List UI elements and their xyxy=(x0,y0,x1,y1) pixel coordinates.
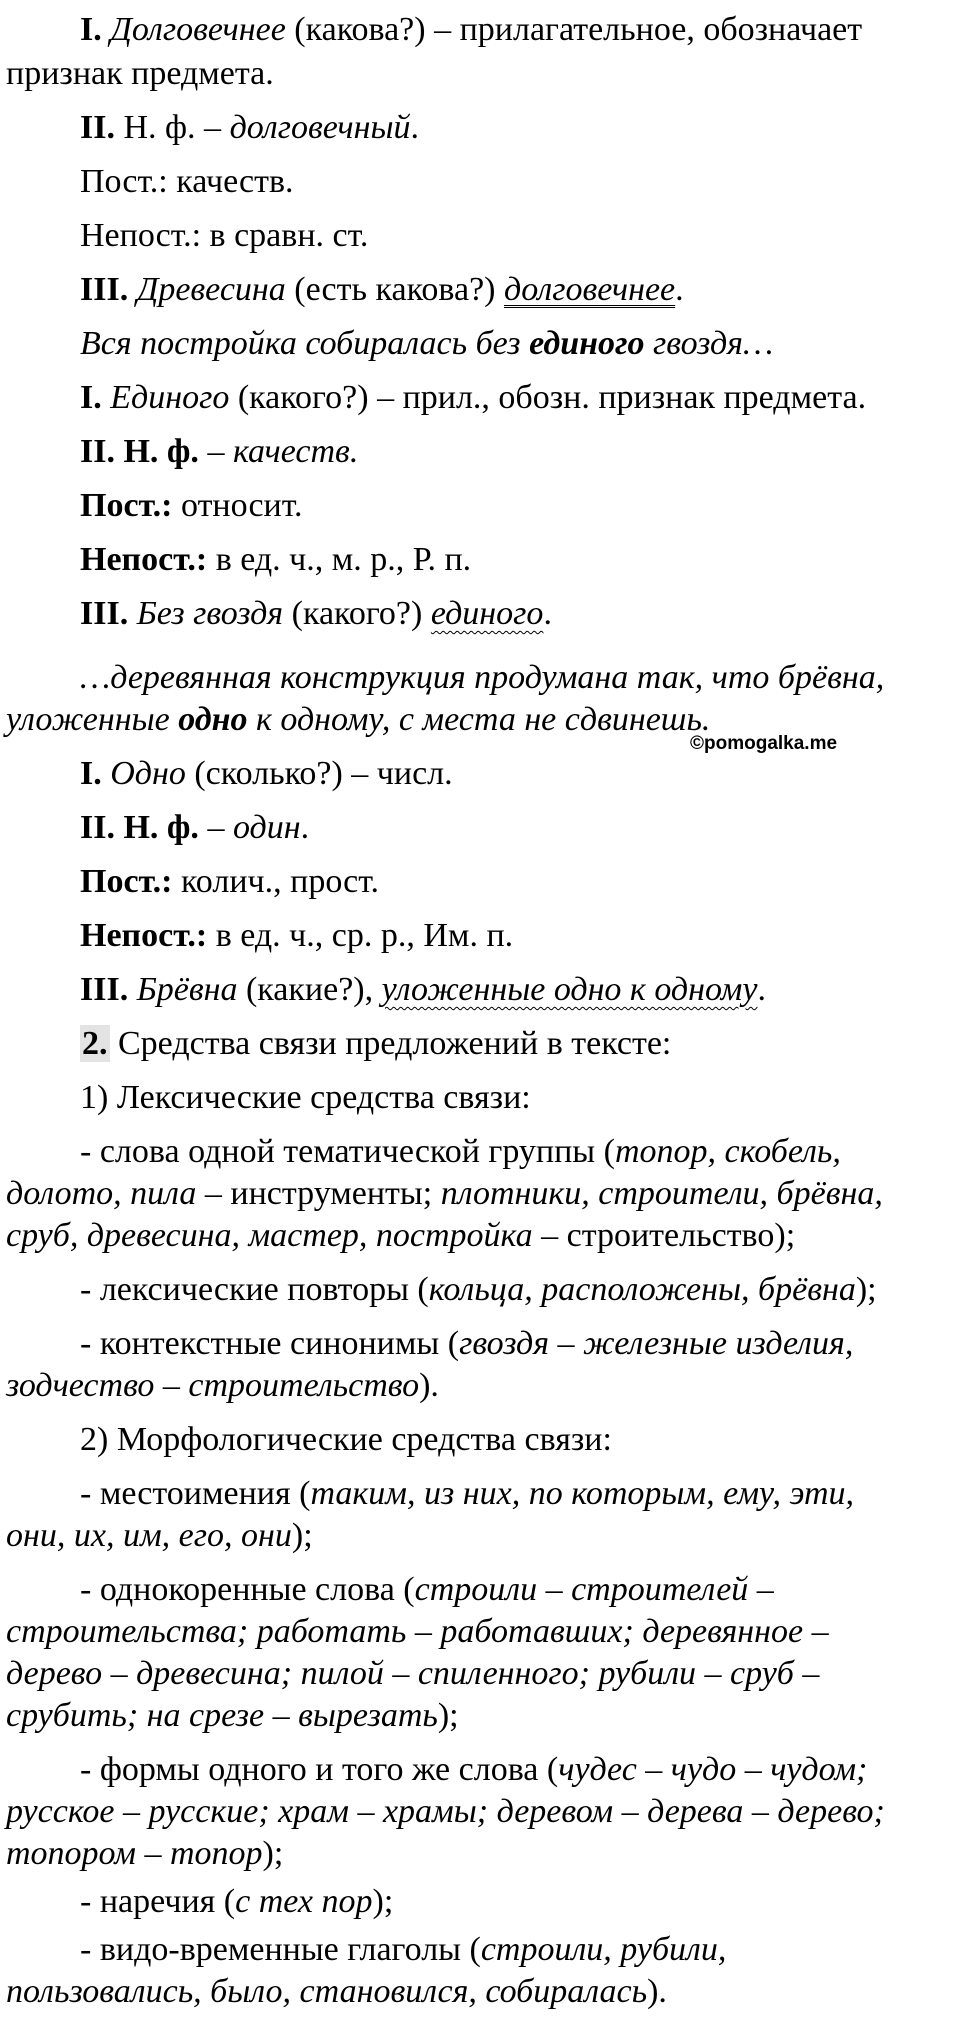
paragraph-line: III. Без гвоздя (какого?) единого. xyxy=(80,595,552,632)
example-sentence: уложенные одно к одному, с места не сдвинешь. xyxy=(6,701,711,738)
paragraph-line: II. Н. ф. – один. xyxy=(80,809,310,846)
paragraph-line: Пост.: качеств. xyxy=(80,163,294,200)
list-item-continuation: топором – топор); xyxy=(6,1835,284,1872)
paragraph-line: Пост.: колич., прост. xyxy=(80,863,380,900)
attribute-underlined: единого xyxy=(430,595,544,632)
list-item-continuation: сруб, древесина, мастер, постройка – строительство); xyxy=(6,1217,796,1254)
paragraph-line: Непост.: в ед. ч., ср. р., Им. п. xyxy=(80,917,514,954)
paragraph-line: III. Древесина (есть какова?) долговечнее. xyxy=(80,271,684,308)
list-item: - местоимения (таким, из них, по которым, ему, эти, xyxy=(80,1475,855,1512)
section-numeral: I. xyxy=(80,379,102,416)
paragraph-line: Пост.: относит. xyxy=(80,487,303,524)
section-numeral: I. xyxy=(80,755,102,792)
list-item: - видо-временные глаголы (строили, рубили, xyxy=(80,1931,727,1968)
attribute-underlined: уложенные одно к одному xyxy=(381,971,758,1008)
paragraph-line: I. Долговечнее (какова?) – прилагательное, обозначает xyxy=(80,11,863,48)
list-item-continuation: они, их, им, его, они); xyxy=(6,1517,313,1554)
list-item-continuation: срубить; на срезе – вырезать); xyxy=(6,1697,459,1734)
list-item-continuation: пользовались, было, становился, собиралась). xyxy=(6,1973,667,2010)
paragraph-line: 1) Лексические средства связи: xyxy=(80,1079,531,1116)
paragraph-line: I. Одно (сколько?) – числ. xyxy=(80,755,453,792)
list-item-continuation: долото, пила – инструменты; плотники, строители, брёвна, xyxy=(6,1175,883,1212)
list-item: - лексические повторы (кольца, расположены, брёвна); xyxy=(80,1271,877,1308)
paragraph-line: I. Единого (какого?) – прил., обозн. признак предмета. xyxy=(80,379,867,416)
list-item: - однокоренные слова (строили – строителей – xyxy=(80,1571,774,1608)
paragraph-line: Непост.: в сравн. ст. xyxy=(80,217,369,254)
paragraph-line: II. Н. ф. – качеств. xyxy=(80,433,359,470)
list-item-continuation: зодчество – строительство). xyxy=(6,1367,439,1404)
list-item: - контекстные синонимы (гвоздя – железные изделия, xyxy=(80,1325,854,1362)
section-heading: 2. Средства связи предложений в тексте: xyxy=(82,1025,672,1062)
example-sentence: Вся постройка собиралась без единого гвоздя… xyxy=(80,325,774,362)
paragraph-line: III. Брёвна (какие?), уложенные одно к одному. xyxy=(80,971,766,1008)
list-item: - наречия (с тех пор); xyxy=(80,1883,394,1920)
section-numeral: II. xyxy=(80,109,115,146)
paragraph-line: Непост.: в ед. ч., м. р., Р. п. xyxy=(80,541,472,578)
section-numeral: III. xyxy=(80,595,129,632)
paragraph-line: признак предмета. xyxy=(6,55,274,92)
list-item-continuation: русское – русские; храм – храмы; деревом – дерева – дерево; xyxy=(6,1793,885,1830)
section-numeral: III. xyxy=(80,271,129,308)
analyzed-word: Долговечнее xyxy=(110,11,286,48)
watermark: ©pomogalka.me xyxy=(690,733,838,754)
task-number: 2. xyxy=(82,1025,108,1062)
predicate-underlined: долговечнее xyxy=(504,271,676,308)
list-item: - слова одной тематической группы (топор, скобель, xyxy=(80,1133,841,1170)
list-item-continuation: строительства; работать – работавших; деревянное – xyxy=(6,1613,829,1650)
section-numeral: I. xyxy=(80,11,102,48)
paragraph-line: II. Н. ф. – долговечный. xyxy=(80,109,420,146)
paragraph-line: 2) Морфологические средства связи: xyxy=(80,1421,612,1458)
section-numeral: III. xyxy=(80,971,129,1008)
list-item-continuation: дерево – древесина; пилой – спиленного; рубили – сруб – xyxy=(6,1655,820,1692)
example-sentence: …деревянная конструкция продумана так, что брёвна, xyxy=(80,659,885,696)
analyzed-word: единого xyxy=(529,325,645,362)
analyzed-word: одно xyxy=(178,701,248,738)
list-item: - формы одного и того же слова (чудес – чудо – чудом; xyxy=(80,1751,868,1788)
